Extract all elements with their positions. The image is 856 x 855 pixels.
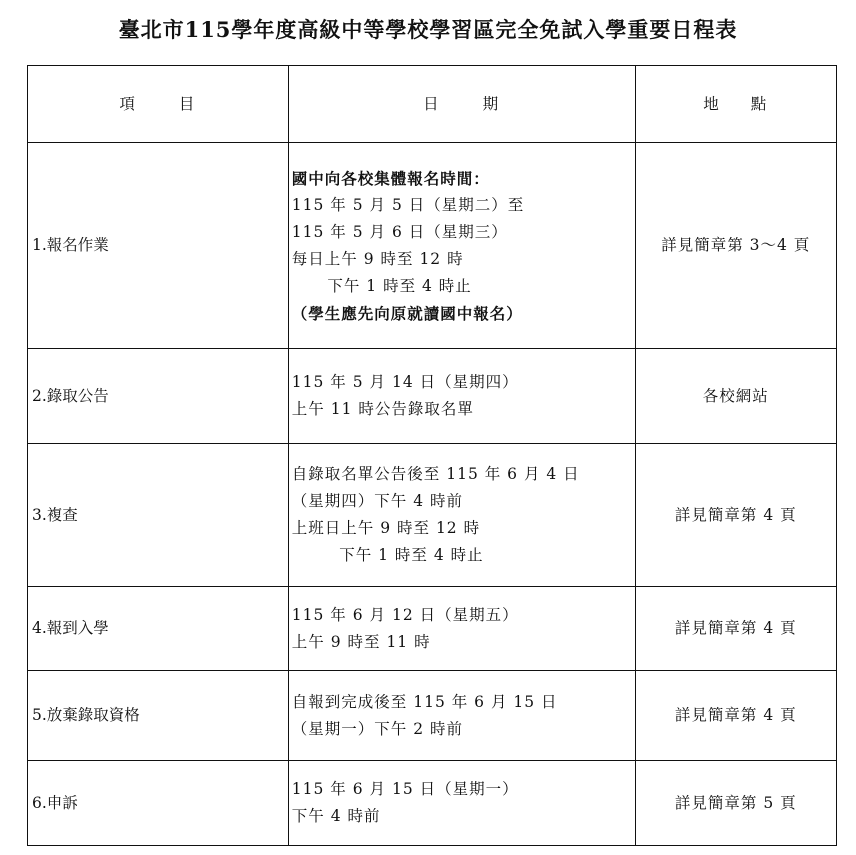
- cell-date: [288, 444, 635, 587]
- date-line: 下午 1 時至 4 時止: [291, 546, 484, 564]
- header-item: [28, 66, 289, 143]
- header-place: [635, 66, 837, 143]
- cell-item: 2.錄取公告: [28, 349, 289, 444]
- cell-item: 4.報到入學: [28, 587, 289, 671]
- cell-place: 詳見簡章第 4 頁: [635, 671, 837, 761]
- cell-item: 1.報名作業: [28, 143, 289, 349]
- cell-date: [288, 587, 635, 671]
- header-date-char-1: 日: [423, 94, 441, 113]
- header-item-char-1: 項: [119, 94, 137, 113]
- cell-item: 6.申訴: [28, 761, 289, 846]
- cell-place: 詳見簡章第 5 頁: [635, 761, 837, 846]
- header-place-char-2: 點: [750, 94, 769, 113]
- date-line: 115 年 6 月 15 日（星期一）: [291, 780, 519, 798]
- table-row: [28, 671, 837, 761]
- cell-place: 詳見簡章第 3～4 頁: [635, 143, 837, 349]
- cell-place: 詳見簡章第 4 頁: [635, 444, 837, 587]
- table-row: [28, 761, 837, 846]
- header-date-char-2: 期: [482, 94, 501, 113]
- date-line: 115 年 5 月 6 日（星期三）: [291, 222, 508, 241]
- date-line: 115 年 6 月 12 日（星期五）: [291, 605, 519, 624]
- table-row: [28, 349, 837, 444]
- date-line: 自錄取名單公告後至 115 年 6 月 4 日: [291, 465, 580, 483]
- schedule-table: [27, 65, 837, 846]
- header-place-char-1: 地: [703, 94, 721, 113]
- cell-item: 5.放棄錄取資格: [28, 671, 289, 761]
- cell-place: 各校網站: [635, 349, 837, 444]
- table-body: [28, 143, 837, 846]
- header-date: [288, 66, 635, 143]
- table-row: [28, 444, 837, 587]
- table-header-row: [28, 66, 837, 143]
- cell-place: 詳見簡章第 4 頁: [635, 587, 837, 671]
- cell-date: [288, 349, 635, 444]
- date-line: 115 年 5 月 5 日（星期二）至: [291, 195, 525, 214]
- date-line: 每日上午 9 時至 12 時: [291, 249, 464, 268]
- page-title: 臺北市115學年度高級中等學校學習區完全免試入學重要日程表: [118, 17, 738, 42]
- date-line: 下午 1 時至 4 時止: [291, 276, 472, 295]
- date-line: 上班日上午 9 時至 12 時: [291, 519, 481, 537]
- date-line: 115 年 5 月 14 日（星期四）: [291, 373, 519, 391]
- cell-date: [288, 143, 635, 349]
- table-row: [28, 143, 837, 349]
- cell-date: [288, 761, 635, 846]
- date-line: （星期一）下午 2 時前: [291, 719, 464, 738]
- table-row: [28, 587, 837, 671]
- cell-date: [288, 671, 635, 761]
- date-line: 國中向各校集體報名時間：: [291, 168, 490, 188]
- cell-item: 3.複查: [28, 444, 289, 587]
- date-line: 上午 9 時至 11 時: [291, 632, 431, 651]
- date-line: 上午 11 時公告錄取名單: [291, 400, 474, 418]
- header-item-char-2: 目: [178, 94, 197, 113]
- date-line: 下午 4 時前: [291, 807, 381, 825]
- date-line: 自報到完成後至 115 年 6 月 15 日: [291, 692, 558, 711]
- date-line: （學生應先向原就讀國中報名）: [291, 303, 523, 323]
- date-line: （星期四）下午 4 時前: [291, 492, 464, 510]
